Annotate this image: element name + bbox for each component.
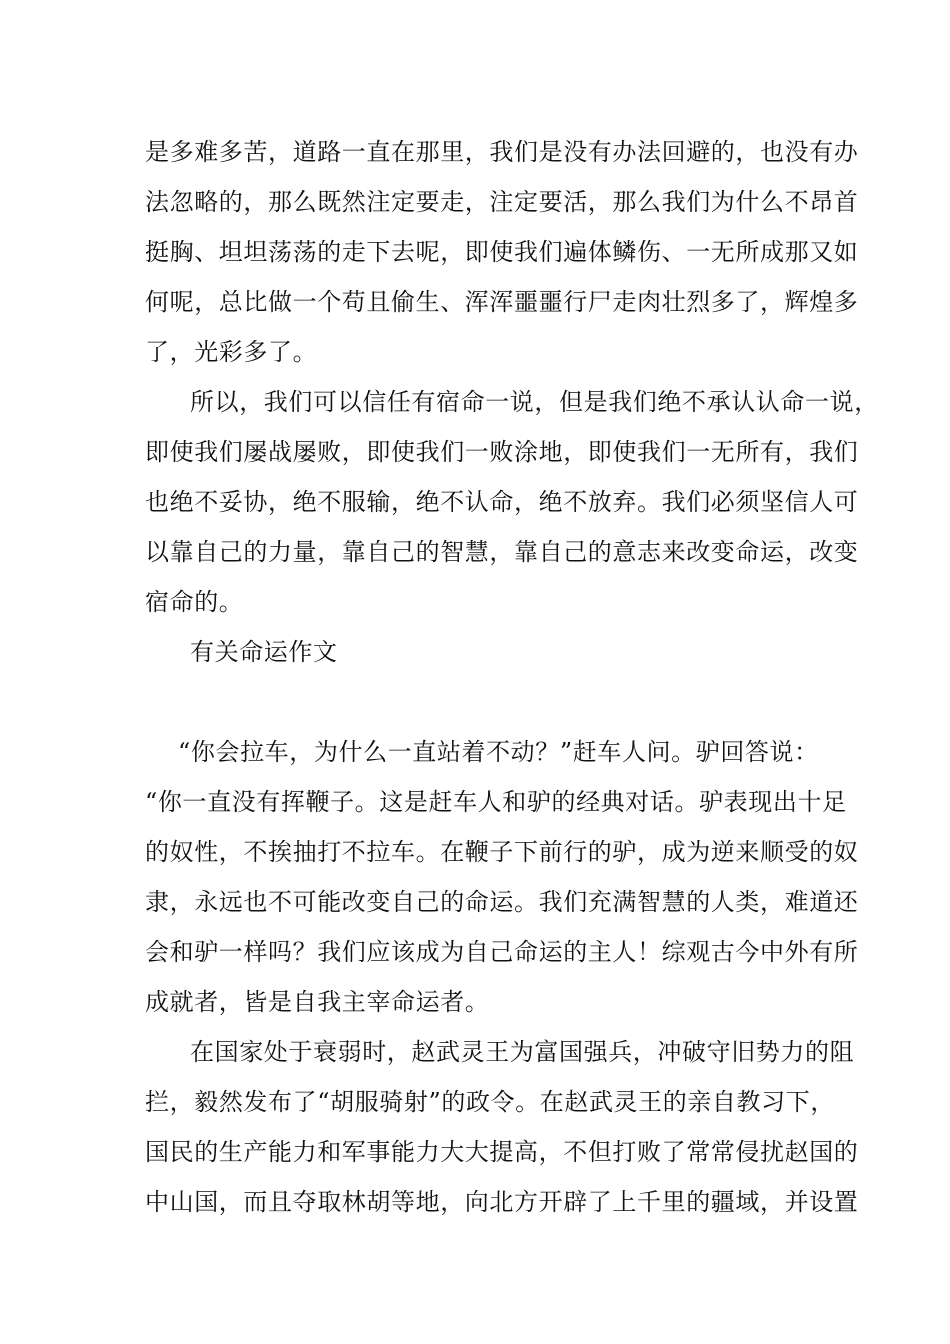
paragraph-4-line: 国民的生产能力和军事能力大大提高，不但打败了常常侵扰赵国的 [145,1138,859,1166]
paragraph-1-line: 了，光彩多了。 [145,338,318,366]
paragraph-1-line: 挺胸、坦坦荡荡的走下去呢，即使我们遍体鳞伤、一无所成那又如 [145,238,859,266]
paragraph-2-line: 也绝不妥协，绝不服输，绝不认命，绝不放弃。我们必须坚信人可 [145,488,859,516]
paragraph-1-line: 法忽略的，那么既然注定要走，注定要活，那么我们为什么不昂首 [145,188,859,216]
section-heading: 有关命运作文 [190,638,338,666]
paragraph-2-line: 即使我们屡战屡败，即使我们一败涂地，即使我们一无所有，我们 [145,438,859,466]
paragraph-1-line: 何呢，总比做一个苟且偷生、浑浑噩噩行尸走肉壮烈多了，辉煌多 [145,288,859,316]
paragraph-3-line: 的奴性，不挨抽打不拉车。在鞭子下前行的驴，成为逆来顺受的奴 [145,838,859,866]
paragraph-4-line: 拦，毅然发布了“胡服骑射”的政令。在赵武灵王的亲自教习下， [145,1088,835,1116]
paragraph-4-line: 中山国，而且夺取林胡等地，向北方开辟了上千里的疆域，并设置 [145,1188,859,1216]
paragraph-1-line: 是多难多苦，道路一直在那里，我们是没有办法回避的，也没有办 [145,138,859,166]
paragraph-4-line: 在国家处于衰弱时，赵武灵王为富国强兵，冲破守旧势力的阻 [190,1038,855,1066]
paragraph-2-line: 以靠自己的力量，靠自己的智慧，靠自己的意志来改变命运，改变 [145,538,859,566]
paragraph-2-line: 所以，我们可以信任有宿命一说，但是我们绝不承认认命一说， [190,388,879,416]
paragraph-2-line: 宿命的。 [145,588,244,616]
paragraph-3-line: 隶，永远也不可能改变自己的命运。我们充满智慧的人类，难道还 [145,888,859,916]
paragraph-3-line: “你会拉车，为什么一直站着不动？”赶车人问。驴回答说： [178,738,819,766]
paragraph-3-line: 成就者，皆是自我主宰命运者。 [145,988,490,1016]
paragraph-3-line: 会和驴一样吗？我们应该成为自己命运的主人！综观古今中外有所 [145,938,859,966]
paragraph-3-line: “你一直没有挥鞭子。这是赶车人和驴的经典对话。驴表现出十足 [145,788,847,816]
